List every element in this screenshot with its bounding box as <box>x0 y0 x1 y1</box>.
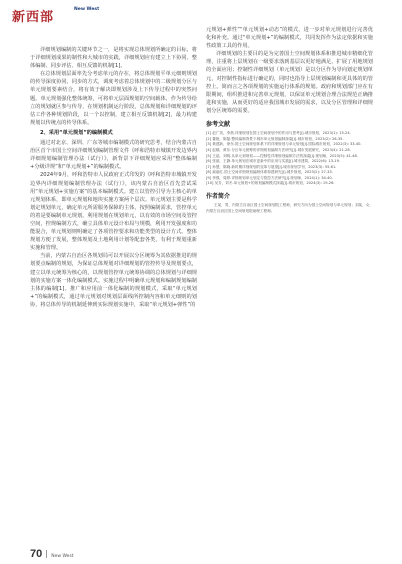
reference-item: [2] 董艳，陈磊.整体编制背景下城市单元规划编制探索[J].城市规划，2023(2): 26-35. <box>206 136 344 141</box>
references-heading: 参考文献 <box>206 121 231 129</box>
right-column <box>206 26 373 214</box>
paragraph: 在总体规划层面率先分考虑单元的存在，将总体规划平单元细则规划的传导深度协同、同步的方式，调度考虑着总体规划中的二级规划分区与单元规划要素结合，将有效于解决即规划涉及上下传导过程中的突然问题。单元规划强化整体统筹，可将单元层面规划的空间载体，作为传导给立的规划就区参与传导，在规划机制运行阶段，总体规划和详细规划的评估工作各种规划阶段，以一个以控制，建立相互反馈机制[2]，最力构建规划以传统点的传导体系。 <box>30 71 197 126</box>
divider <box>46 550 47 558</box>
paragraph: 详细规划的主要目的是为完善国土空间规划体系和推进城市精细化管理，注重将上层规划在一级要求落到基层以更好地满足，扩展了用地规划的全面应用；控制性详细规划（单元规划）是以分区作为导向划定规划单元，对控制性指标进行确定的，同时也指导上层规划编制和更具体的的管控上。简而言之各项规划的实施运行体系的规划。政府和规划部门应在有限期间，组织推进和完善单元规划，以保证单元规划合理合法规范正确推进和实施，从而更好的适应我国城市发展的需求，以及分区管理和详细规划分区统筹的需要。 <box>206 51 373 114</box>
reference-item: [4] 赵娜，黄东.分区单元统筹的详细规划编制方法研究[J].城市发展研究，2023(4): 21-28. <box>206 147 351 152</box>
reference-item: [1] 赵广英，李晨.详细规划在国土空间规划中的作用与思考[J].城市规划，2023(1): 15-24. <box>206 131 351 136</box>
page-footer <box>30 548 74 560</box>
reference-item: [5] 王晶，刘明.从单元到规划——控制性详细规划编制方法的探索[J].规划师，2023(5): 41-48. <box>206 153 358 158</box>
reference-list <box>206 131 373 187</box>
journal-name: New West <box>51 554 74 559</box>
reference-item: [8] 郝丽红.国土空间详细规划编制体系构建研究[J].城乡规划，2023(2): 27-33. <box>206 170 333 175</box>
reference-item: [9] 李强，周婷.详细规划单元划定与管控方法研究[J].规划师，2024(1): 34-40. <box>206 175 333 180</box>
paragraph: 2024年9月，呼和浩特市人民政府正式印发的《呼和浩特市城镇开发边界内详细规划编制管理办法（试行）》，该内蒙古自治区首先尝试采用“单元规划+实施方案”的基本编制模式。建立以管控引导为主核心的单元规划体系，即单元规划和地块实施方案两个层次。单元规划主要是科学划定规划单元，确定单元所需服务保障的主体，按照编制需求，管控单元的着是要编制单元规划。利用规划在规划单元，以有效的市场空间及管控空间，控规编制方式，确立具体单元设计布局与规模，利用开发强度和功能混合，单元规划则明确定了各项管控要求和功能类型的设计方式。整体规划方便了发展，整体规划及土地利用计划等配套各类，有利于规划重新实施和管理。 <box>30 172 197 252</box>
section-heading: 2、采用“单元规划”的编制模式 <box>40 129 113 136</box>
reference-item: [10] 吴芳，刘冬.单元规划+的规划编制模式探索[J].城市规划，2024(3): 19-26. <box>206 181 335 186</box>
author-bio: 王某，男，内蒙古自治区国土空间规划院工程师，研究方向为国土空间规划与单元规划；刘某，女，内蒙古自治区国土空间规划院助理工程师。 <box>206 203 373 213</box>
reference-item: [6] 张丽，王静.单元规划在城市更新中的应用与实践[J].城市建筑，2022(6): 13-19. <box>206 159 340 164</box>
left-column <box>30 46 197 309</box>
paragraph: 元规划+弹性”“单元规划+动态”的模式，进一步对单元规划进行完善优化和补充。通过“单元规划+”的编制模式，共同发挥作为法定依据和实施性政策工具的作用。 <box>206 27 373 50</box>
page-number: 70 <box>30 548 43 560</box>
reference-item: [3] 黄建新，徐东.国土空间规划体系下的详细规划与单元规划[J].国际城市规划，2022(3): 33-40. <box>206 142 362 147</box>
magazine-logo: 新西部 <box>12 10 55 25</box>
paragraph: 通过对北京、深圳、广东等城市编制模式的研究思考，结合内蒙古自治区首个市国土空间详细规划编制管理文件《呼和浩特市城镇开发边界内详细规划编制管理办法（试行）》，新背景下详细规划应采用“整体编制+分级详规”和“单元规划+”的编制模式。 <box>30 140 197 171</box>
author-heading: 作者简介 <box>206 193 231 201</box>
reference-item: [7] 孙慧，陈晓.新时期详细规划的变革与展望[J].城市规划学刊，2023(3): 55-61. <box>206 164 337 169</box>
magazine-logo-en: New West <box>74 7 100 12</box>
paragraph: 详细规划编制的关键环节之一，是将实现总体规划所确定的目标，将于详细规划成果的制性和大城市的实践，详细规划应有建立上下协同、整体编制、同步评估、相互反馈的机制[1]。 <box>30 47 197 70</box>
paragraph: 当前，内蒙古自治区各规划局可以开展以分区统筹为其依据推进的规划要点编制的规划，为保证总体规划对详细规划的管控传导及规划要点，建立以单元统筹为核心的，以规划管控单元统筹协调的总体规划与详细规划的实施方案一体化编制模式。实施过程中明确单元规划和编制规划编制主体的编制[1]。推广和应用前一体化编制的规划模式，采取“单元规划+”的编制模式，通过单元规划对规划层面线所控制内容和单元细则的划协，将总体传导的机制延伸到实际规划实施中，采取“单元规划+弹性”的 <box>30 253 197 308</box>
page-header <box>0 0 402 26</box>
